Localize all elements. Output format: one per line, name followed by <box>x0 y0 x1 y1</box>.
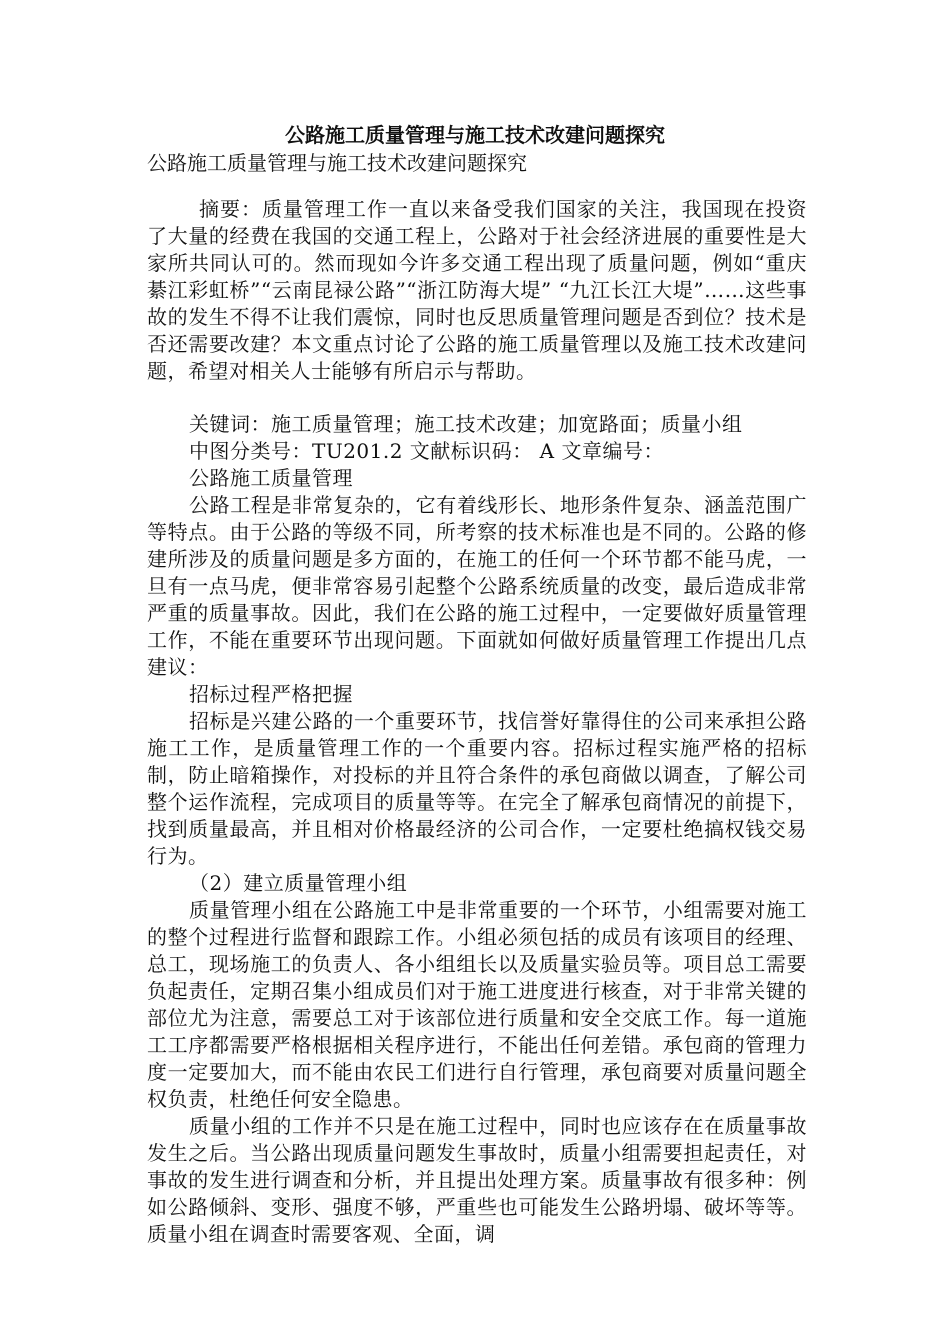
spacer <box>147 385 807 411</box>
keywords-line: 关键词：施工质量管理；施工技术改建；加宽路面；质量小组 <box>189 412 743 436</box>
section-heading: 公路施工质量管理 <box>189 466 353 490</box>
abstract-paragraph: 摘要：质量管理工作一直以来备受我们国家的关注，我国现在投资了大量的经费在我国的交通工程上，公路对于社会经济进展的重要性是大家所共同认可的。然而现如今许多交通工程出现了质量问题，例如“重庆綦江彩虹桥”“云南昆禄公路”“浙江防海大堤” “九江长江大堤”……这些事故的发生不得不让我们震惊，同时也反思质量管理问题是否到位？技术是否还需要改建？本文重点讨论了公路的施工质量管理以及施工技术改建问题，希望对相关人士能够有所启示与帮助。 <box>147 197 807 383</box>
document-subtitle: 公路施工质量管理与施工技术改建问题探究 <box>147 151 527 175</box>
body-paragraph: 公路工程是非常复杂的，它有着线形长、地形条件复杂、涵盖范围广等特点。由于公路的等级不同，所考察的技术标准也是不同的。公路的修建所涉及的质量问题是多方面的，在施工的任何一个环节都不能马虎，一旦有一点马虎，便非常容易引起整个公路系统质量的改变，最后造成非常严重的质量事故。因此，我们在公路的施工过程中，一定要做好质量管理工作，不能在重要环节出现问题。下面就如何做好质量管理工作提出几点建议： <box>147 493 807 679</box>
document-title: 公路施工质量管理与施工技术改建问题探究 <box>285 123 665 147</box>
section-heading: （2）建立质量管理小组 <box>189 871 408 895</box>
body-paragraph: 招标是兴建公路的一个重要环节，找信誉好靠得住的公司来承担公路施工工作，是质量管理工作的一个重要内容。招标过程实施严格的招标制，防止暗箱操作，对投标的并且符合条件的承包商做以调查，了解公司整个运作流程，完成项目的质量等等。在完全了解承包商情况的前提下，找到质量最高，并且相对价格最经济的公司合作，一定要杜绝搞权钱交易行为。 <box>147 709 807 868</box>
section-heading: 招标过程严格把握 <box>189 682 353 706</box>
document-body <box>147 196 807 1248</box>
body-paragraph: 质量小组的工作并不只是在施工过程中，同时也应该存在在质量事故发生之后。当公路出现质量问题发生事故时，质量小组需要担起责任，对事故的发生进行调查和分析，并且提出处理方案。质量事故有很多种：例如公路倾斜、变形、强度不够，严重些也可能发生公路坍塌、破坏等等。质量小组在调查时需要客观、全面，调 <box>147 1114 807 1246</box>
classification-line: 中图分类号：TU201.2 文献标识码： A 文章编号： <box>189 439 664 463</box>
body-paragraph: 质量管理小组在公路施工中是非常重要的一个环节，小组需要对施工的整个过程进行监督和跟踪工作。小组必须包括的成员有该项目的经理、总工，现场施工的负责人、各小组组长以及质量实验员等。项目总工需要负起责任，定期召集小组成员们对于施工进度进行核查，对于非常关键的部位尤为注意，需要总工对于该部位进行质量和安全交底工作。每一道施工工序都需要严格根据相关程序进行，不能出任何差错。承包商的管理力度一定要加大，而不能由农民工们进行自行管理，承包商要对质量问题全权负责，杜绝任何安全隐患。 <box>147 898 807 1111</box>
